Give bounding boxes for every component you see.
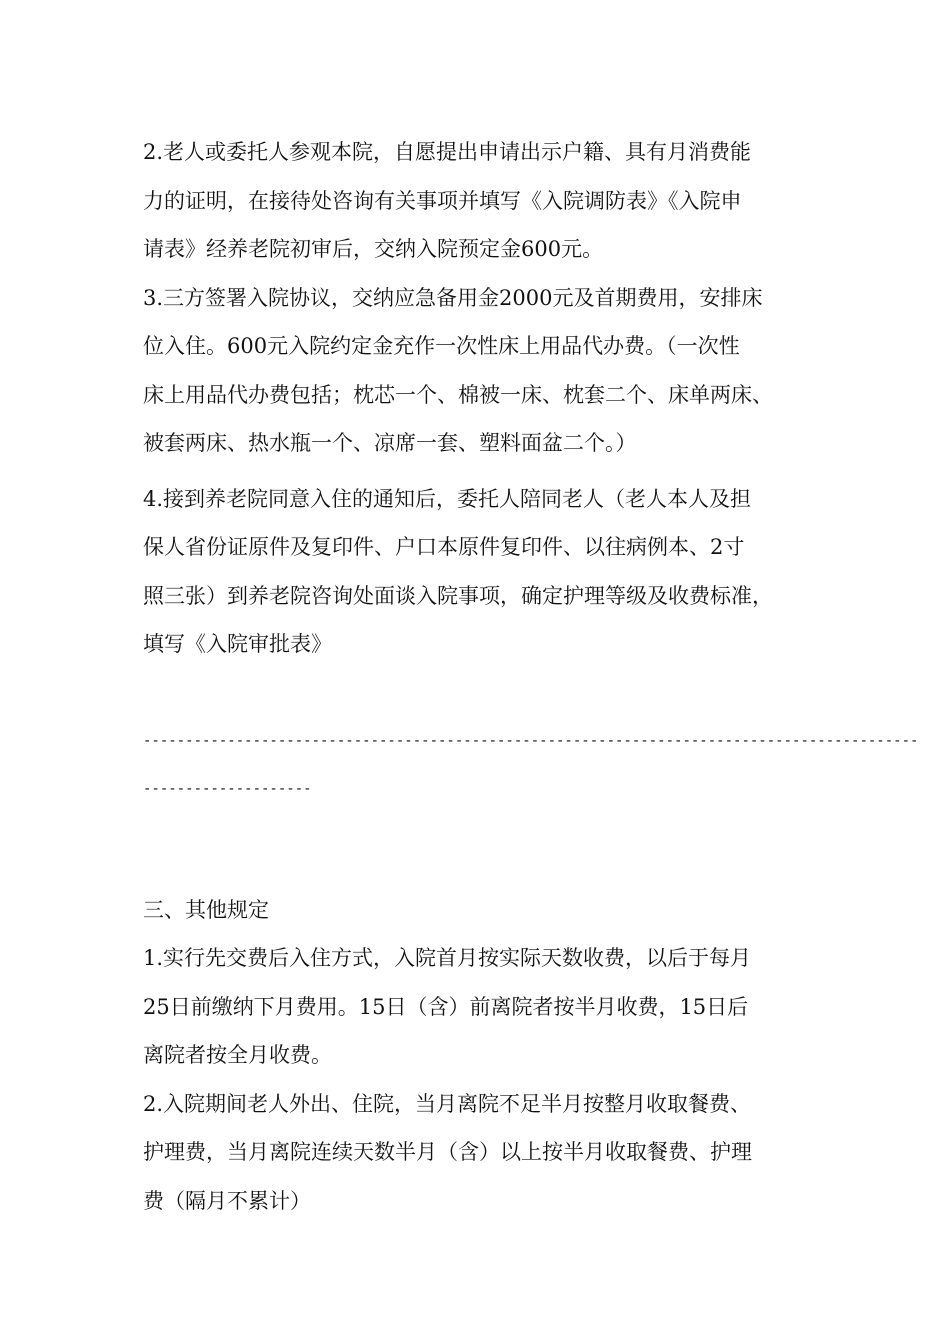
text-line: 床上用品代办费包括；枕芯一个、棉被一床、枕套二个、床单两床、 [143, 382, 773, 407]
text-line: 被套两床、热水瓶一个、凉席一套、塑料面盆二个。） [143, 431, 637, 455]
text-line: 护理费，当月离院连续天数半月（含）以上按半月收取餐费、护理 [143, 1140, 752, 1164]
document-page [143, 128, 919, 1225]
rule-item-1 [143, 934, 813, 1080]
dashed-separator [143, 717, 919, 814]
separator-line: -------------------------------------------------------------------------------------------- [143, 732, 919, 749]
paragraph-item-2 [143, 128, 813, 274]
text-line: 保人省份证原件及复印件、户口本原件复印件、以往病例本、2寸 [143, 535, 745, 559]
rule-item-2 [143, 1080, 813, 1226]
paragraph-item-4 [143, 475, 813, 669]
text-line: 1.实行先交费后入住方式，入院首月按实际天数收费，以后于每月 [143, 946, 752, 970]
text-line: 费（隔月不累计） [143, 1188, 311, 1213]
text-line: 2.老人或委托人参观本院，自愿提出申请出示户籍、具有月消费能 [143, 140, 752, 164]
text-line: 离院者按全月收费。 [143, 1043, 332, 1067]
text-line: 2.入院期间老人外出、住院，当月离院不足半月按整月收取餐费、 [143, 1091, 752, 1116]
section-heading: 三、其他规定 [143, 897, 269, 922]
text-line: 照三张）到养老院咨询处面谈入院事项，确定护理等级及收费标准， [143, 583, 773, 608]
separator-line: -------------------- [143, 781, 312, 797]
text-line: 请表》经养老院初审后，交纳入院预定金600元。 [143, 237, 604, 261]
text-line: 3.三方签署入院协议，交纳应急备用金2000元及首期费用，安排床 [143, 285, 763, 310]
text-line: 4.接到养老院同意入住的通知后，委托人陪同老人（老人本人及担 [143, 486, 752, 511]
text-line: 位入住。600元入院约定金充作一次性床上用品代办费。（一次性 [143, 334, 740, 358]
text-line: 填写《入院审批表》 [143, 632, 332, 656]
text-line: 25日前缴纳下月费用。15日（含）前离院者按半月收费，15日后 [143, 994, 749, 1019]
paragraph-item-3 [143, 274, 813, 468]
text-line: 力的证明，在接待处咨询有关事项并填写《入院调防表》《入院申 [143, 188, 742, 213]
